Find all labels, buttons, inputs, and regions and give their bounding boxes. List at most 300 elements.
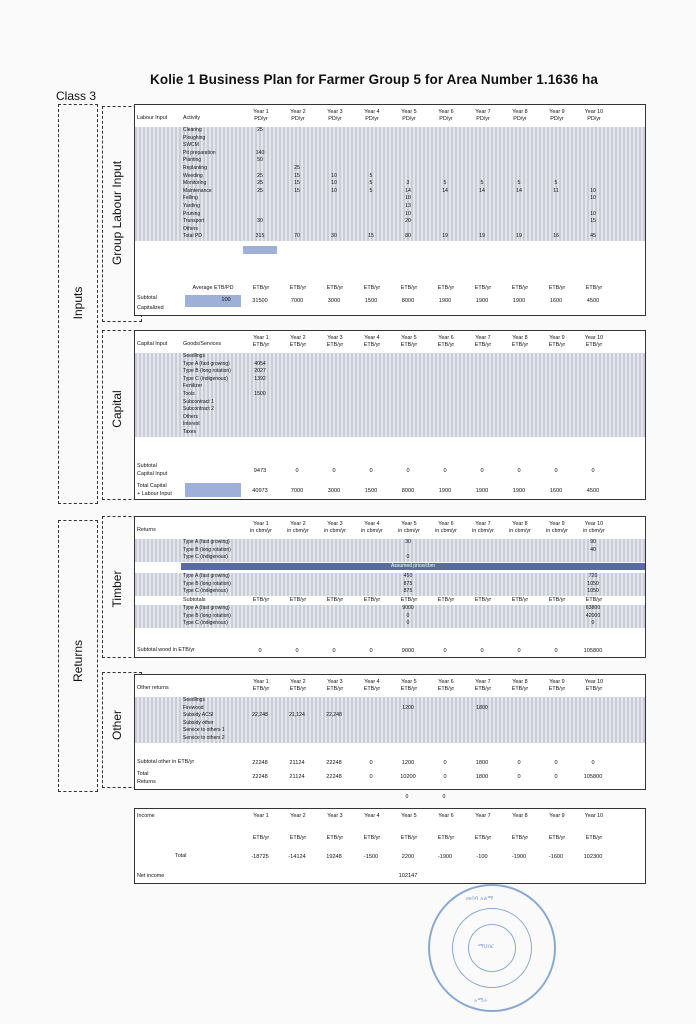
labour-cell: 19 xyxy=(442,233,448,240)
other-row xyxy=(135,705,645,713)
timber-value-row xyxy=(135,613,645,621)
timber-vol-row xyxy=(135,547,645,555)
labour-row-label: Monitoring xyxy=(183,180,207,187)
timber-subtotals-unit: ETB/yr xyxy=(585,597,603,603)
capital-row-label: Type C (indigenous) xyxy=(183,375,228,382)
capital-row xyxy=(135,361,645,369)
capital-row-label: Type B (long rotation) xyxy=(183,368,231,375)
capital-total-cell: 40973 xyxy=(252,488,268,494)
labour-unit-3: PD/yr xyxy=(328,116,342,122)
labour-cell: 10 xyxy=(590,210,596,217)
labour-table xyxy=(134,104,646,316)
income-year-1: Year 1 xyxy=(253,813,269,819)
other-year-10: Year 10 xyxy=(584,679,604,685)
labour-etb-unit: ETB/yr xyxy=(363,285,381,291)
labour-subtotal-label: Subtotal xyxy=(137,295,157,301)
timber-year-6: Year 6 xyxy=(438,521,454,527)
other-unit-9: ETB/yr xyxy=(548,686,566,692)
other-subtotal-cell: 1200 xyxy=(401,760,415,766)
labour-row-label: Planting xyxy=(183,157,202,164)
timber-subtotals-unit: ETB/yr xyxy=(326,597,344,603)
other-total-cell: 21124 xyxy=(289,774,305,780)
other-year-2: Year 2 xyxy=(290,679,306,685)
capital-col-b: Goods/Services xyxy=(183,341,222,347)
capital-total-highlight xyxy=(185,483,241,497)
net-income-value: 102147 xyxy=(398,873,418,879)
labour-col-a: Labour Input xyxy=(137,115,168,121)
income-total-cell: -100 xyxy=(476,854,488,860)
capital-row xyxy=(135,391,645,399)
labour-year-10: Year 10 xyxy=(584,109,604,115)
timber-price-cell: 875 xyxy=(403,588,413,595)
labour-cell: 25 xyxy=(257,127,263,133)
timber-vol-cell: 0 xyxy=(406,554,410,561)
labour-unit-5: PD/yr xyxy=(402,116,416,122)
labour-cell: 13 xyxy=(405,203,411,209)
labour-etb-label: Average ETB/PD xyxy=(192,285,234,291)
class-label: Class 3 xyxy=(56,89,97,103)
labour-etb-unit: ETB/yr xyxy=(548,285,566,291)
income-year-4: Year 4 xyxy=(364,813,380,819)
capital-year-10: Year 10 xyxy=(584,335,604,341)
timber-subtotals-unit: ETB/yr xyxy=(252,597,270,603)
other-total-cell: 10200 xyxy=(400,774,416,780)
labour-cell: 10 xyxy=(590,187,596,194)
labour-subtotal-cell: 1900 xyxy=(438,298,452,304)
timber-subtotal-cell: 0 xyxy=(369,648,373,654)
other-subtotal-cell: 0 xyxy=(517,760,521,766)
capital-cell: 4054 xyxy=(254,360,266,367)
labour-unit-6: PD/yr xyxy=(439,116,453,122)
other-unit-4: ETB/yr xyxy=(363,686,381,692)
timber-value-row xyxy=(135,620,645,628)
labour-subtotal-cell: 7000 xyxy=(290,298,304,304)
labour-cell: 10 xyxy=(405,210,411,217)
labour-year-5: Year 5 xyxy=(401,109,417,115)
timber-vol-row-label: Type B (long rotation) xyxy=(183,546,231,553)
capital-total-cell: 1500 xyxy=(364,488,378,494)
labour-highlight xyxy=(243,246,277,254)
capital-total-cell: 1900 xyxy=(438,488,452,494)
other-row-label: Seedlings xyxy=(183,697,205,703)
below-value-1: 0 xyxy=(405,794,409,800)
labour-cell: 15 xyxy=(590,218,596,225)
income-total-cell: -1900 xyxy=(511,854,527,860)
income-year-6: Year 6 xyxy=(438,813,454,819)
other-unit-2: ETB/yr xyxy=(289,686,307,692)
labour-cell: 315 xyxy=(255,233,265,240)
labour-row xyxy=(135,165,645,173)
labour-etb-unit: ETB/yr xyxy=(585,285,603,291)
side-label-returns: Returns xyxy=(71,639,85,683)
labour-unit-4: PD/yr xyxy=(365,116,379,122)
income-unit-6: ETB/yr xyxy=(437,835,455,841)
income-unit-5: ETB/yr xyxy=(400,835,418,841)
labour-cell: 5 xyxy=(554,180,558,187)
labour-year-2: Year 2 xyxy=(290,109,306,115)
other-total-cell: 22248 xyxy=(326,774,342,780)
capital-subtotal-cell: 0 xyxy=(369,468,373,474)
timber-subtotal-cell: 9000 xyxy=(401,648,415,654)
timber-unit-8: in cbm/yr xyxy=(509,528,531,534)
labour-cell: 14 xyxy=(479,187,485,194)
labour-row xyxy=(135,173,645,181)
labour-etb-unit: ETB/yr xyxy=(252,285,270,291)
labour-cell: 20 xyxy=(405,218,411,225)
capital-unit-5: ETB/yr xyxy=(400,342,418,348)
other-subtotal-label: Subtotal other in ETB/yr xyxy=(137,759,195,765)
labour-row xyxy=(135,195,645,203)
other-year-6: Year 6 xyxy=(438,679,454,685)
labour-cell: 11 xyxy=(553,187,559,194)
labour-row-label: Replanting xyxy=(183,165,207,171)
capital-year-4: Year 4 xyxy=(364,335,380,341)
other-total-cell: 105800 xyxy=(583,774,603,780)
capital-row-label: Fertilizer xyxy=(183,383,203,390)
labour-row xyxy=(135,142,645,150)
capital-unit-10: ETB/yr xyxy=(585,342,603,348)
labour-cell: 25 xyxy=(294,165,300,171)
capital-year-8: Year 8 xyxy=(512,335,528,341)
labour-cell: 15 xyxy=(368,233,374,240)
labour-unit-2: PD/yr xyxy=(291,116,305,122)
timber-vol-row-label: Type A (fast growing) xyxy=(183,539,230,545)
timber-year-2: Year 2 xyxy=(290,521,306,527)
timber-year-7: Year 7 xyxy=(475,521,491,527)
other-row xyxy=(135,712,645,720)
timber-unit-7: in cbm/yr xyxy=(472,528,494,534)
assumed-price-bar: Assumed price/cbm xyxy=(181,563,645,570)
other-year-5: Year 5 xyxy=(401,679,417,685)
other-unit-7: ETB/yr xyxy=(474,686,492,692)
other-total-cell: 0 xyxy=(369,774,373,780)
side-label-other: Other xyxy=(110,710,124,741)
timber-unit-1: in cbm/yr xyxy=(250,528,272,534)
capital-year-1: Year 1 xyxy=(253,335,269,341)
labour-year-1: Year 1 xyxy=(253,109,269,115)
timber-subtotals-unit: ETB/yr xyxy=(548,597,566,603)
timber-price-row-label: Type A (fast growing) xyxy=(183,573,230,579)
capital-unit-7: ETB/yr xyxy=(474,342,492,348)
labour-subtotal-cell: 1500 xyxy=(364,298,378,304)
labour-row xyxy=(135,203,645,211)
stamp-text-1: መበሳ አልማ xyxy=(466,896,494,902)
income-unit-9: ETB/yr xyxy=(548,835,566,841)
capital-subtotal-cell: 0 xyxy=(443,468,447,474)
capital-row xyxy=(135,414,645,422)
capital-row xyxy=(135,376,645,384)
timber-subtotal-label: Subtotal wood in ETB/yr xyxy=(137,647,195,653)
capital-total-cell: 1600 xyxy=(549,488,563,494)
other-unit-1: ETB/yr xyxy=(252,686,270,692)
labour-row-label: Pruning xyxy=(183,210,201,217)
labour-cell: 10 xyxy=(590,195,596,202)
labour-year-9: Year 9 xyxy=(549,109,565,115)
income-unit-4: ETB/yr xyxy=(363,835,381,841)
labour-row xyxy=(135,233,645,241)
capital-unit-4: ETB/yr xyxy=(363,342,381,348)
timber-price-row xyxy=(135,573,645,581)
labour-row xyxy=(135,157,645,165)
other-subtotal-cell: 22248 xyxy=(252,760,268,766)
other-row xyxy=(135,697,645,705)
capital-total-cell: 1900 xyxy=(512,488,526,494)
capital-row-label: Subcontract 2 xyxy=(183,406,214,413)
side-label-timber: Timber xyxy=(110,570,124,608)
labour-cell: 30 xyxy=(257,218,263,225)
labour-cell: 50 xyxy=(257,157,263,164)
capital-subtotal-cell: 0 xyxy=(332,468,336,474)
labour-row xyxy=(135,226,645,234)
other-subtotal-cell: 0 xyxy=(369,760,373,766)
income-unit-1: ETB/yr xyxy=(252,835,270,841)
capital-table xyxy=(134,330,646,500)
timber-unit-4: in cbm/yr xyxy=(361,528,383,534)
income-unit-10: ETB/yr xyxy=(585,835,603,841)
labour-cell: 15 xyxy=(294,187,300,194)
income-total-cell: 102300 xyxy=(583,854,603,860)
labour-row xyxy=(135,211,645,219)
timber-unit-3: in cbm/yr xyxy=(324,528,346,534)
labour-subtotal-cell: 31500 xyxy=(252,298,268,304)
capital-subtotal-cell: 0 xyxy=(406,468,410,474)
labour-subtotal-cell: 1900 xyxy=(512,298,526,304)
labour-row xyxy=(135,150,645,158)
below-value-2: 0 xyxy=(442,794,446,800)
income-year-3: Year 3 xyxy=(327,813,343,819)
timber-value-cell: 0 xyxy=(406,612,410,619)
other-subtotal-cell: 0 xyxy=(554,760,558,766)
labour-etb-unit: ETB/yr xyxy=(400,285,418,291)
labour-cell: 5 xyxy=(480,180,484,187)
capital-subtotal-cell: 0 xyxy=(517,468,521,474)
timber-subtotal-cell: 105800 xyxy=(583,648,603,654)
timber-vol-cell: 40 xyxy=(590,546,596,553)
labour-cell: 18 xyxy=(405,195,411,202)
capital-year-7: Year 7 xyxy=(475,335,491,341)
other-subtotal-cell: 0 xyxy=(443,760,447,766)
timber-table xyxy=(134,516,646,658)
other-row xyxy=(135,735,645,743)
income-total-cell: -1600 xyxy=(548,854,564,860)
other-year-8: Year 8 xyxy=(512,679,528,685)
capital-subtotal-cell: 0 xyxy=(480,468,484,474)
other-unit-5: ETB/yr xyxy=(400,686,418,692)
income-unit-2: ETB/yr xyxy=(289,835,307,841)
labour-cell: 15 xyxy=(294,172,300,179)
timber-subtotals-unit: ETB/yr xyxy=(400,597,418,603)
timber-price-cell: 1050 xyxy=(587,580,599,587)
capital-row-label: Type A (fast growing) xyxy=(183,360,230,367)
timber-unit-9: in cbm/yr xyxy=(546,528,568,534)
labour-cell: 16 xyxy=(553,233,559,240)
labour-cell: 80 xyxy=(405,233,411,240)
capital-total-label2: + Labour Input xyxy=(137,491,172,497)
capital-subtotal-label2: Capital Input xyxy=(137,471,168,477)
capital-row-label: Tools xyxy=(183,391,195,397)
labour-cell: 70 xyxy=(294,233,300,240)
timber-vol-cell: 30 xyxy=(405,539,411,545)
income-total-cell: -14124 xyxy=(288,854,306,860)
labour-cell: 5 xyxy=(517,180,521,187)
other-total-cell: 1800 xyxy=(475,774,489,780)
other-subtotal-cell: 1800 xyxy=(475,760,489,766)
timber-value-row-label: Type C (indigenous) xyxy=(183,620,228,627)
labour-row-label: Transport xyxy=(183,218,205,225)
income-year-5: Year 5 xyxy=(401,813,417,819)
income-unit-7: ETB/yr xyxy=(474,835,492,841)
income-year-8: Year 8 xyxy=(512,813,528,819)
labour-year-7: Year 7 xyxy=(475,109,491,115)
capital-row xyxy=(135,429,645,437)
labour-cell: 3 xyxy=(406,180,410,187)
labour-etb-unit: ETB/yr xyxy=(474,285,492,291)
labour-unit-10: PD/yr xyxy=(587,116,601,122)
other-cell: 1800 xyxy=(476,704,488,711)
timber-col-a: Returns xyxy=(137,527,156,533)
labour-cell: 19 xyxy=(516,233,522,240)
other-subtotal-cell: 0 xyxy=(591,760,595,766)
timber-subtotals-unit: ETB/yr xyxy=(437,597,455,603)
capital-cell: 2027 xyxy=(254,368,266,375)
income-label: Income xyxy=(137,813,155,819)
labour-year-8: Year 8 xyxy=(512,109,528,115)
timber-price-cell: 450 xyxy=(403,573,413,579)
capital-row-label: Seedlings xyxy=(183,353,205,359)
capital-unit-1: ETB/yr xyxy=(252,342,270,348)
side-label-capital: Capital xyxy=(110,390,124,428)
labour-cell: 5 xyxy=(443,180,447,187)
other-col-a: Other returns xyxy=(137,685,169,691)
labour-subtotal-cell: 4500 xyxy=(586,298,600,304)
timber-subtotals-unit: ETB/yr xyxy=(289,597,307,603)
capital-cell: 1392 xyxy=(254,375,266,382)
income-year-10: Year 10 xyxy=(584,813,604,819)
income-total-cell: -1500 xyxy=(363,854,379,860)
other-year-3: Year 3 xyxy=(327,679,343,685)
timber-price-cell: 875 xyxy=(403,580,413,587)
income-total-cell: 2200 xyxy=(401,854,415,860)
labour-unit-9: PD/yr xyxy=(550,116,564,122)
income-total-cell: -18725 xyxy=(251,854,269,860)
income-year-7: Year 7 xyxy=(475,813,491,819)
timber-year-5: Year 5 xyxy=(401,521,417,527)
net-income-label: Net income xyxy=(137,873,165,879)
labour-capitalized-label: Capitalized xyxy=(137,305,164,311)
labour-cell: 14 xyxy=(516,187,522,194)
labour-year-4: Year 4 xyxy=(364,109,380,115)
stamp-text-2: ማህበር xyxy=(478,944,495,950)
labour-cell: 10 xyxy=(331,180,337,187)
capital-total-cell: 1900 xyxy=(475,488,489,494)
capital-row xyxy=(135,399,645,407)
capital-total-cell: 4500 xyxy=(586,488,600,494)
labour-subtotal-cell: 8000 xyxy=(401,298,415,304)
labour-cell: 14 xyxy=(442,187,448,194)
other-cell: 22,248 xyxy=(326,712,342,719)
stamp-text-3: አማራ xyxy=(474,998,488,1004)
capital-total-label: Total Capital xyxy=(137,483,167,489)
other-row-label: Firewood xyxy=(183,704,204,711)
other-year-1: Year 1 xyxy=(253,679,269,685)
other-total-label2: Returns xyxy=(137,779,156,785)
labour-subtotal-cell: 1600 xyxy=(549,298,563,304)
income-table xyxy=(134,808,646,884)
labour-cell: 25 xyxy=(257,187,263,194)
capital-row xyxy=(135,421,645,429)
timber-vol-row xyxy=(135,554,645,562)
capital-subtotal-label: Subtotal xyxy=(137,463,157,469)
capital-row-label: Others xyxy=(183,413,199,420)
timber-year-3: Year 3 xyxy=(327,521,343,527)
capital-total-cell: 8000 xyxy=(401,488,415,494)
labour-year-6: Year 6 xyxy=(438,109,454,115)
other-cell: 22,248 xyxy=(252,712,268,719)
timber-subtotal-cell: 0 xyxy=(554,648,558,654)
labour-row-label: Yarding xyxy=(183,203,200,209)
labour-row-label: Clearing xyxy=(183,127,202,133)
labour-cell: 45 xyxy=(590,233,596,240)
capital-subtotal-cell: 0 xyxy=(591,468,595,474)
timber-year-10: Year 10 xyxy=(584,521,604,527)
capital-total-cell: 3000 xyxy=(327,488,341,494)
labour-cell: 10 xyxy=(331,187,337,194)
timber-subtotal-cell: 0 xyxy=(443,648,447,654)
labour-cell: 30 xyxy=(331,233,337,240)
capital-unit-6: ETB/yr xyxy=(437,342,455,348)
timber-unit-2: in cbm/yr xyxy=(287,528,309,534)
labour-row-label: Others xyxy=(183,225,199,232)
income-total-cell: -1900 xyxy=(437,854,453,860)
timber-year-1: Year 1 xyxy=(253,521,269,527)
other-returns-table xyxy=(134,674,646,790)
labour-row-label: Weeding xyxy=(183,172,203,179)
timber-subtotal-cell: 0 xyxy=(295,648,299,654)
other-total-cell: 0 xyxy=(554,774,558,780)
labour-row xyxy=(135,218,645,226)
labour-cell: 5 xyxy=(369,187,373,194)
side-label-inputs: Inputs xyxy=(71,286,85,320)
capital-cell: 1500 xyxy=(254,391,266,397)
timber-subtotal-cell: 0 xyxy=(258,648,262,654)
labour-cell: 14 xyxy=(405,187,411,194)
capital-subtotal-cell: 9473 xyxy=(253,468,267,474)
labour-row-label: Total PD xyxy=(183,233,202,240)
labour-cell: 10 xyxy=(331,172,337,179)
labour-etb-unit: ETB/yr xyxy=(437,285,455,291)
labour-unit-1: PD/yr xyxy=(254,116,268,122)
labour-row-label: Felling xyxy=(183,195,198,202)
labour-row-label: Ploughing xyxy=(183,134,206,141)
other-cell: 1200 xyxy=(402,704,414,711)
labour-etb-unit: ETB/yr xyxy=(289,285,307,291)
capital-col-a: Capital Input xyxy=(137,341,168,347)
capital-unit-2: ETB/yr xyxy=(289,342,307,348)
timber-price-row-label: Type B (long rotation) xyxy=(183,580,231,587)
other-unit-3: ETB/yr xyxy=(326,686,344,692)
timber-unit-6: in cbm/yr xyxy=(435,528,457,534)
labour-row xyxy=(135,180,645,188)
capital-year-9: Year 9 xyxy=(549,335,565,341)
labour-cell: 5 xyxy=(369,172,373,179)
labour-cell: 5 xyxy=(369,180,373,187)
capital-row xyxy=(135,368,645,376)
labour-cell: 25 xyxy=(257,180,263,187)
capital-year-6: Year 6 xyxy=(438,335,454,341)
timber-value-cell: 0 xyxy=(406,620,410,627)
labour-row xyxy=(135,127,645,135)
capital-row xyxy=(135,406,645,414)
